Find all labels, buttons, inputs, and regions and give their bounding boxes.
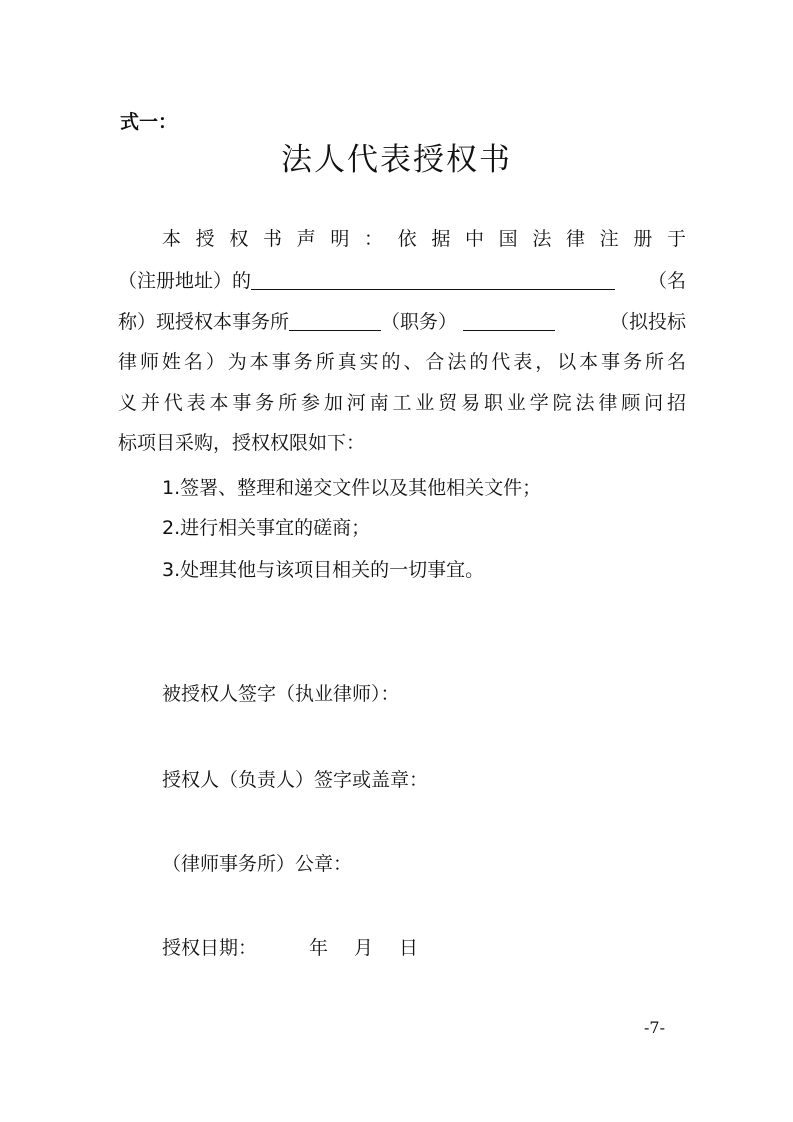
date-month: 月 — [354, 937, 374, 959]
body-line-3 — [118, 305, 686, 339]
firm-seal: （律师事务所）公章： — [162, 853, 353, 875]
form-label: 式一： — [120, 111, 178, 133]
document-title: 法人代表授权书 — [281, 142, 512, 178]
position-label: （职务） — [381, 311, 458, 333]
name-blank[interactable] — [251, 265, 615, 290]
body-line-6: 标项目采购，授权权限如下： — [118, 432, 366, 454]
authorizer-signature: 授权人（负责人）签字或盖章： — [162, 769, 429, 791]
authorized-person-signature: 被授权人签字（执业律师）： — [162, 683, 400, 705]
date-year: 年 — [309, 937, 329, 959]
name-prefix: （名 — [647, 270, 686, 292]
list-item: 1.签署、整理和递交文件以及其他相关文件； — [162, 477, 542, 499]
body-line-1: 本授权书声明：依据中国法律注册于 — [162, 228, 686, 250]
body-line-5: 义并代表本事务所参加河南工业贸易职业学院法律顾问招 — [118, 392, 686, 414]
lawyer-name-blank[interactable] — [463, 306, 555, 331]
page-number: -7- — [644, 1018, 665, 1037]
authorize-text: 称）现授权本事务所 — [118, 311, 290, 333]
date-day: 日 — [399, 937, 419, 959]
address-prefix: （注册地址）的 — [118, 270, 252, 292]
body-line-2 — [118, 264, 686, 298]
date-label: 授权日期： — [162, 937, 258, 959]
lawyer-name-label: （拟投标 — [609, 311, 686, 333]
list-item: 2.进行相关事宜的磋商； — [162, 517, 371, 539]
list-item: 3.处理其他与该项目相关的一切事宜。 — [162, 559, 485, 581]
body-line-4: 律师姓名）为本事务所真实的、合法的代表，以本事务所名 — [118, 351, 686, 373]
authorization-date — [162, 931, 418, 965]
position-blank[interactable] — [289, 306, 381, 331]
